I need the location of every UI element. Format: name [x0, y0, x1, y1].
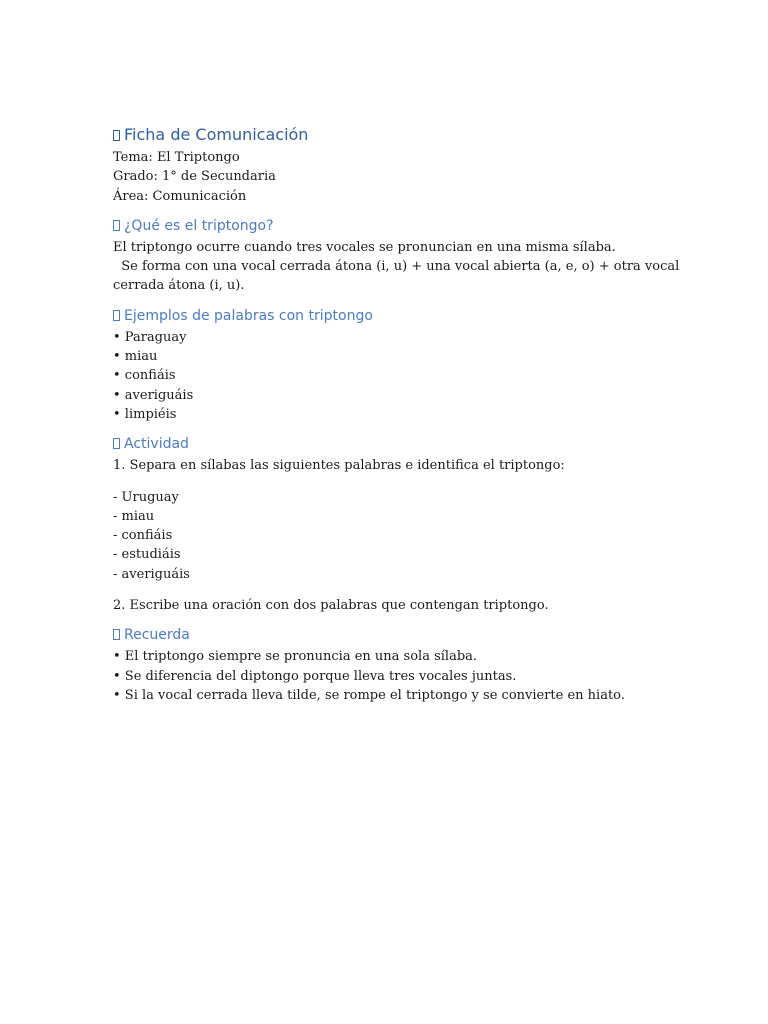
heading-what-is [113, 216, 708, 236]
list-item: • Paraguay [113, 329, 187, 345]
list-item: - confiáis [113, 528, 173, 544]
list-item: • limpiéis [113, 406, 177, 422]
document-title-text: Ficha de Comunicación [124, 125, 309, 144]
activity-question-1: 1. Separa en sílabas las siguientes palabras e identifica el triptongo: [113, 458, 565, 474]
heading-remember-text: Recuerda [124, 627, 190, 644]
list-item: • Se diferencia del diptongo porque lleva tres vocales juntas. [113, 668, 517, 684]
list-item: - averiguáis [113, 566, 190, 582]
meta-area: Área: Comunicación [113, 188, 247, 204]
missing-glyph-icon [113, 130, 120, 141]
list-item: - Uruguay [113, 489, 179, 505]
remember-list [113, 647, 708, 705]
missing-glyph-icon [113, 629, 120, 640]
list-item: • confiáis [113, 368, 176, 384]
definition-line-1: El triptongo ocurre cuando tres vocales se pronuncian en una misma sílaba. [113, 239, 616, 255]
heading-examples [113, 306, 708, 326]
list-item: • averiguáis [113, 387, 194, 403]
heading-activity [113, 434, 708, 454]
spacer [113, 476, 708, 488]
heading-remember [113, 625, 708, 645]
activity-word-list [113, 488, 708, 584]
document-title [113, 124, 708, 146]
heading-activity-text: Actividad [124, 436, 189, 453]
list-item: • miau [113, 349, 158, 365]
list-item: • Si la vocal cerrada lleva tilde, se rompe el triptongo y se convierte en hiato. [113, 687, 625, 703]
list-item: - miau [113, 508, 155, 524]
missing-glyph-icon [113, 310, 120, 321]
heading-examples-text: Ejemplos de palabras con triptongo [124, 307, 373, 324]
spacer [113, 584, 708, 596]
list-item: • El triptongo siempre se pronuncia en una sola sílaba. [113, 649, 478, 665]
activity-question-2: 2. Escribe una oración con dos palabras que contengan triptongo. [113, 598, 549, 614]
missing-glyph-icon [113, 438, 120, 449]
examples-list [113, 328, 708, 424]
meta-grado: Grado: 1° de Secundaria [113, 169, 276, 185]
definition-line-2: Se forma con una vocal cerrada átona (i, u) + una vocal abierta (a, e, o) + otra vocal cerrada átona (i, u). [113, 259, 684, 294]
list-item: - estudiáis [113, 547, 181, 563]
missing-glyph-icon [113, 220, 120, 231]
meta-tema: Tema: El Triptongo [113, 150, 240, 165]
heading-what-is-text: ¿Qué es el triptongo? [124, 217, 274, 234]
